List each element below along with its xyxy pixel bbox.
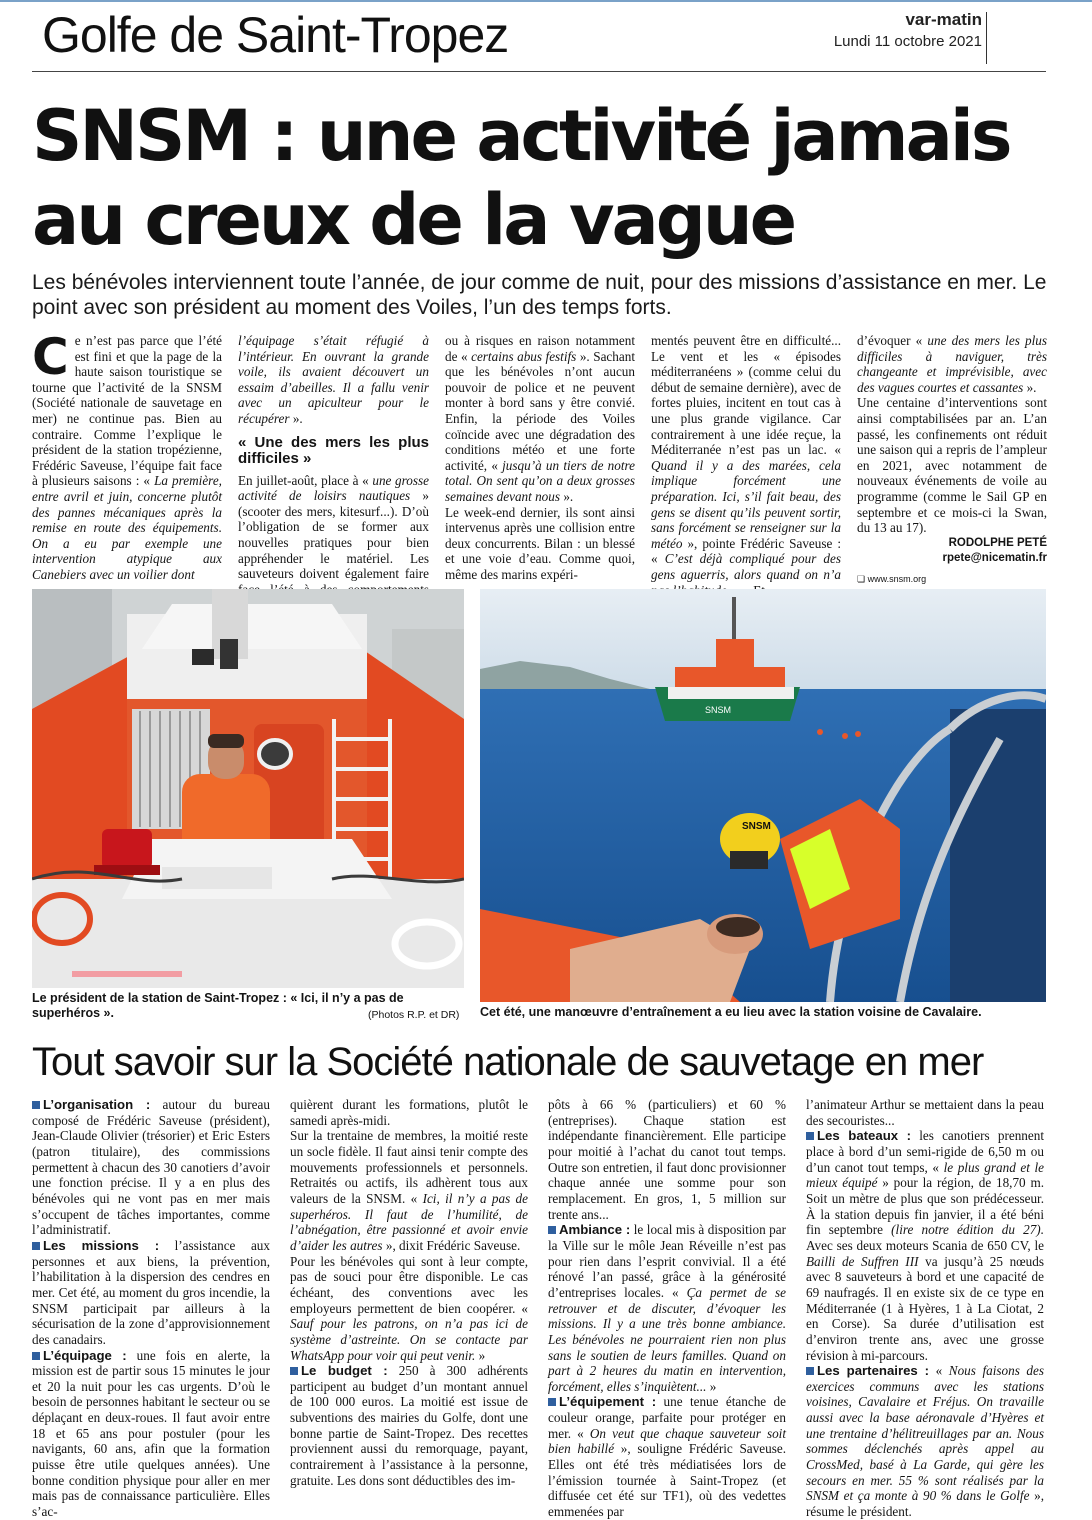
article-quote: C’est déjà compliqué pour des gens aguerris, alors quand on n’a bbox=[651, 551, 842, 582]
drop-cap: C bbox=[32, 328, 69, 386]
article-quote: certains abus festifs bbox=[471, 348, 577, 364]
info-lead: Les bateaux : bbox=[817, 1128, 912, 1144]
info-quote: Sauf pour les patrons, on n’a pas ici de système d’astreinte. On se contacte par WhatsApp pour voir qui peut venir. bbox=[290, 1316, 528, 1363]
article-text: », pointe Frédéric Saveuse : « bbox=[651, 535, 841, 567]
header-rule bbox=[32, 71, 1046, 72]
info-quote: Ici, il n’y a pas de superhéros. Il faut de l’humilité, de l’abnégation, être passionné et avoir envie d’aider les autres bbox=[290, 1190, 528, 1253]
photo-illustration bbox=[32, 589, 464, 988]
info-column-2 bbox=[290, 1097, 528, 1488]
article-column-2 bbox=[238, 333, 429, 613]
info-text: », souligne Frédéric Saveuse. Elles ont été très médiatisées lors de l’émission tournée à Saint-Tropez (et diffusée cet été sur TF1), où des vedettes emmenées par bbox=[548, 1441, 786, 1520]
info-text: les canotiers prennent place à bord d’un semi-rigide de 6,50 m ou d’un canot tout temps, « bbox=[806, 1128, 1044, 1175]
info-text: pôts à 66 % (particuliers) et 60 % (entreprises). Chaque station est indépendante financièrement. Elle participe pour moitié à l’achat du canot tout temps. Outre son entretien, il faut donc provisionner chaque année une somme pour son remplacement. En gros, 1, 5 million sur trente ans... bbox=[548, 1097, 786, 1222]
info-lead: Les partenaires : bbox=[817, 1363, 930, 1379]
bullet-square-icon bbox=[32, 1242, 40, 1250]
article-quote: La première, entre avril et juin, concerne plutôt des pannes mécaniques après la remise en route des équipements. On a eu par exemple une intervention atypique aux Canebiers avec un voilier dont bbox=[32, 473, 222, 582]
bullet-square-icon bbox=[290, 1367, 298, 1375]
info-quote: (lire notre édition du 27). bbox=[891, 1222, 1044, 1238]
info-text: » bbox=[475, 1347, 486, 1363]
standfirst: Les bénévoles interviennent toute l’année, de jour comme de nuit, pour des missions d’assistance en mer. Le point avec son président au moment des Voiles, l’un des temps forts. bbox=[32, 271, 1047, 319]
article-text: e n’est pas parce que l’été est fini et que la page de la haute saison touristique se tourne que l’activité de la SNSM (Société nationale de sauvetage en mer) ne continue pas. Bien au contraire. Comme l’explique le président de la station tropézienne, Frédéric Saveuse, l’équipe fait face à plusieurs saisons : « bbox=[32, 333, 222, 489]
article-quote: l’équipage s’était réfugié à l’intérieur. En ouvrant la grande voile, ils avaient découvert un essaim d’abeilles. Il a fallu venir avec un apiculteur pour le récupérer bbox=[238, 333, 429, 426]
article-text: ». bbox=[560, 488, 574, 504]
article-subheading: « Une des mers les plus difficiles » bbox=[238, 433, 429, 467]
article-paragraph: Le week-end dernier, ils sont ainsi intervenus après une collision entre deux concurrents. Bilan : un blessé et une voie d’eau. Comme quoi, même des marins expéri- bbox=[445, 504, 635, 582]
article-quote: jusqu’à un tiers de notre total. On sent qu’on a deux grosses semaines devant nous bbox=[445, 457, 635, 504]
bullet-square-icon bbox=[32, 1352, 40, 1360]
article-quote: une grosse activité de loisirs nautiques bbox=[238, 472, 429, 504]
photo-caption-left: Le président de la station de Saint-Tropez : « Ici, il n’y a pas de superhéros ». bbox=[32, 991, 404, 1020]
info-text: une fois en alerte, la mission est de partir sous 15 minutes le jour et 20 la nuit pour les cas urgents. D’où le besoin de personnes habitant le secteur ou se déplaçant en deux-roues. Il faut avoir entre 18 et 65 ans pour postuler (pour les navigants, 60 ans, afin que la formation puisse être utile quelques années). Une bonne condition physique pour aller en mer mais pas de connaissance particulière. Elles s’ac- bbox=[32, 1347, 270, 1520]
helmet-text: SNSM bbox=[742, 821, 771, 832]
info-text: Pour les bénévoles qui sont à leur compte, pas de souci pour être disponible. Le cas échéant, des conventions avec les employeurs permettent de bien coopérer. « bbox=[290, 1253, 528, 1316]
article-column-5 bbox=[857, 333, 1047, 587]
info-lead: Les missions : bbox=[43, 1237, 160, 1253]
info-quote: Nous faisons des exercices communs avec les stations voisines, Cavalaire et Fréjus. On travaille aussi avec la base aéronavale d’Hyères et une trentaine d’hélitreuillages par an. Nous sommes déclenchés après appel au CrossMed, basé à La Garde, qui gère les secours en mer. 55 % sont réalisés par la SNSM et ça monte à 90 % dans le Golfe bbox=[806, 1363, 1044, 1504]
bullet-square-icon bbox=[32, 1101, 40, 1109]
article-column-4 bbox=[651, 333, 841, 598]
info-quote: Bailli de Suffren III bbox=[806, 1253, 919, 1269]
section-title: Golfe de Saint-Tropez bbox=[42, 7, 509, 63]
info-lead: Ambiance : bbox=[559, 1222, 631, 1238]
info-column-4 bbox=[806, 1097, 1044, 1520]
bullet-square-icon bbox=[806, 1132, 814, 1140]
headline: SNSM : une activité jamais au creux de la vague bbox=[32, 95, 1010, 261]
masthead-divider bbox=[986, 12, 987, 64]
bullet-square-icon bbox=[806, 1367, 814, 1375]
info-text: », dixit Frédéric Saveuse. bbox=[382, 1237, 521, 1253]
info-column-3 bbox=[548, 1097, 786, 1520]
info-text: l’animateur Arthur se mettaient dans la peau des secouristes... bbox=[806, 1097, 1044, 1128]
article-text: ». bbox=[1023, 379, 1037, 395]
issue-date: Lundi 11 octobre 2021 bbox=[833, 33, 982, 50]
bullet-square-icon bbox=[548, 1226, 556, 1234]
article-quote: une des mers les plus difficiles à naviguer, très changeante et imprévisible, avec des vagues courtes et cassantes bbox=[857, 333, 1047, 395]
author-name: RODOLPHE PETÉ bbox=[948, 536, 1047, 549]
photo-illustration bbox=[480, 589, 1046, 1002]
article-column-3 bbox=[445, 333, 635, 583]
info-text: » bbox=[706, 1378, 717, 1394]
article-text: En juillet-août, place à « bbox=[238, 472, 373, 488]
article-text: d’évoquer « bbox=[857, 333, 928, 348]
info-quote: le plus grand et le mieux équipé bbox=[806, 1159, 1044, 1191]
website-link[interactable] bbox=[857, 572, 1047, 588]
article-quote: Quand il y a des marées, cela implique forcément une préparation. Ici, s’il fait beau, des gens se disent qu’ils peuvent sortir, sans forcément se renseigner sur la météo bbox=[651, 457, 841, 551]
info-text: 250 à 300 adhérents participent au budget d’un montant annuel de 100 000 euros. La moitié est issue de subventions des mairies du Golfe, dont une bonne partie de Saint-Tropez. Des recettes proviennent aussi du remorquage, payant, contrairement à l’assistance à la personne, gratuite. Les dons sont déductibles des im- bbox=[290, 1363, 528, 1488]
info-quote: On veut que chaque sauveteur soit bien habillé bbox=[548, 1425, 787, 1457]
website-url[interactable]: www.snsm.org bbox=[867, 573, 927, 584]
info-text: Avec ses deux moteurs Scania de 650 CV, le bbox=[806, 1237, 1044, 1253]
external-link-icon: ❏ bbox=[857, 573, 868, 584]
author-email[interactable]: rpete@nicematin.fr bbox=[942, 551, 1047, 564]
info-column-1 bbox=[32, 1097, 270, 1520]
info-lead: L’équipage : bbox=[43, 1347, 127, 1363]
article-text: ou à risques en raison notamment de « bbox=[445, 333, 635, 364]
info-box-title: Tout savoir sur la Société nationale de sauvetage en mer bbox=[32, 1040, 984, 1084]
photo-caption-right: Cet été, une manœuvre d’entraînement a eu lieu avec la station voisine de Cavalaire. bbox=[480, 1005, 982, 1019]
masthead bbox=[834, 10, 982, 50]
bullet-square-icon bbox=[548, 1398, 556, 1406]
info-text: », résume le président. bbox=[806, 1488, 1044, 1520]
info-text: le local mis à disposition par la Ville sur le môle Jean Réveille n’est pas pour rien dans l’esprit convivial. Il a été rénové l’an passé, grâce à la générosité d’entreprises locales. « bbox=[548, 1222, 786, 1300]
boat-hull-text: SNSM bbox=[705, 705, 732, 715]
newspaper-name: var-matin bbox=[905, 10, 982, 29]
photo-president-on-boat bbox=[32, 589, 464, 988]
info-text: une tenue étanche de couleur orange, parfaite pour protéger en mer. « bbox=[548, 1394, 786, 1441]
info-text: Sur la trentaine de membres, la moitié reste un socle fidèle. Il faut ainsi tenir compte des mouvements professionnels et personnels. Retraités ou actifs, ils adhèrent tous aux valeurs de la SNSM. « bbox=[290, 1128, 528, 1206]
info-text: « bbox=[929, 1363, 949, 1379]
article-text: ». bbox=[289, 410, 303, 426]
info-lead: Le budget : bbox=[301, 1363, 388, 1379]
article-column-1 bbox=[32, 328, 222, 583]
info-text: va jusqu’à 25 nœuds avec 8 sauveteurs à bord et une capacité de 69 naufragés. Il en existe six de ce type en Méditerranée (1 à Hyères, 1 à La Ciotat, 2 en Corse). Sa durée d’utilisation est d’environ trente ans, avec une grosse révision à mi-parcours. bbox=[806, 1253, 1045, 1363]
info-text: l’assistance aux personnes et aux biens, la prévention, l’habilitation à la dispersion des cendres en mer. Cet été, au moment du gros incendie, la SNSM participait par ailleurs à la sécurisation de la zone d’approvisionnement des canadairs. bbox=[32, 1237, 270, 1347]
article-text: ». Sachant que les bénévoles n’ont aucun pouvoir de police et ne peuvent monter à bord sans y être convié. Enfin, la période des Voiles coïncide avec une dégradation des conditions météo et une forte activité, « bbox=[445, 348, 635, 473]
info-lead: L’équipement : bbox=[559, 1394, 657, 1410]
article-text: » (scooter des mers, kitesurf...). D’où l’obligation de se former aux nouvelles pratiques pour bien appréhender le matériel. Les sauveteurs doivent également faire bbox=[238, 488, 429, 582]
photo-training-manoeuvre bbox=[480, 589, 1046, 1002]
info-text: autour du bureau composé de Frédéric Saveuse (président), Jean-Claude Olivier (trésorier) et Eric Esters (patron titulaire), des commissions permettent à chacun des 30 canotiers d’avoir une fonction précise. Il y a en plus des bénévoles qui ne vont pas en mer mais s’occupent de tâches importantes, comme l’administratif. bbox=[32, 1097, 270, 1238]
info-text: » pour la région, de 18,70 m. Soit un mètre de plus que son prédécesseur. À la station depuis fin janvier, il a été béni fin septembre bbox=[806, 1175, 1045, 1238]
article-text: mentés peuvent être en difficulté... Le vent et les « épisodes méditerranéens » (comme celui du début de semaine dernière), avec de fortes pluies, incitent en tout cas à une plus grande vigilance. Car contrairement à une idée reçue, la Méditerranée n’est pas un lac. « bbox=[651, 333, 841, 458]
info-text: quièrent durant les formations, plutôt le samedi après-midi. bbox=[290, 1097, 528, 1128]
top-color-line bbox=[0, 0, 1092, 2]
info-quote: Ça permet de se retrouver et de discuter, d’évoquer les missions. Il y a une très bonne ambiance. Les bénévoles ne pourraient rien non plus sans le soutien de leurs familles. Quand on part à 2 heures du matin en intervention, forcément, elles s’inquiètent... bbox=[548, 1284, 786, 1394]
info-lead: L’organisation : bbox=[43, 1097, 151, 1112]
article-paragraph: Une centaine d’interventions sont ainsi comptabilisées par an. L’an passé, les confinements ont réduit une saison qui a repris de l’ampleur en 2021, avec notamment de nouveaux événements de voile au programme (comme le Sail GP en septembre et ce mois-ci la Swan, du 13 au 17). bbox=[857, 395, 1047, 536]
photo-credit: (Photos R.P. et DR) bbox=[368, 1009, 460, 1021]
